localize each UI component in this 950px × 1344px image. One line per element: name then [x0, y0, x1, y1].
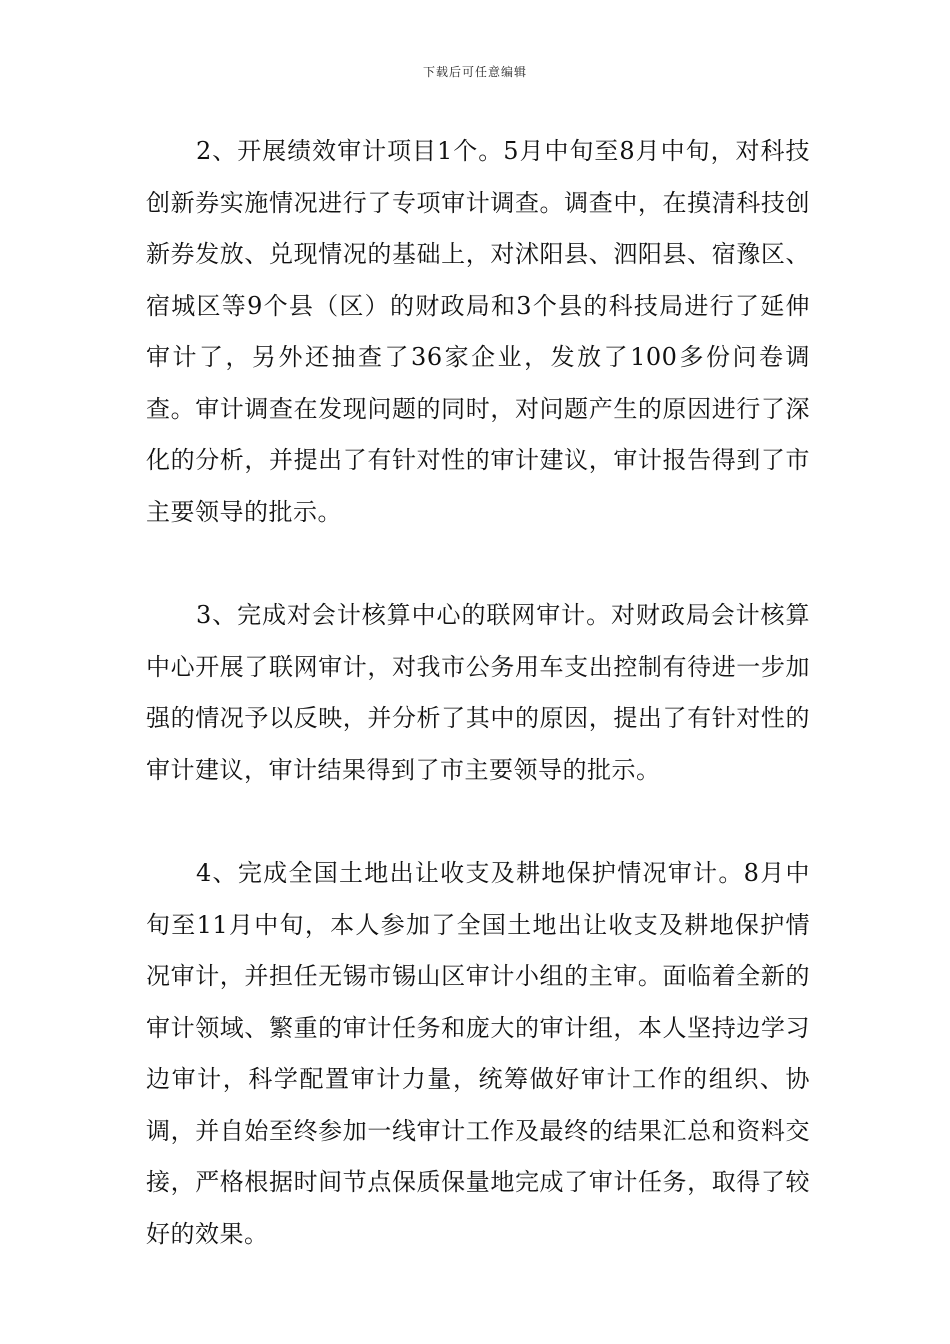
paragraph-item-4: 4、完成全国土地出让收支及耕地保护情况审计。8月中旬至11月中旬，本人参加了全国土地出让收支及耕地保护情况审计，并担任无锡市锡山区审计小组的主审。面临着全新的审计领域、繁重的审计任务和庞大的审计组，本人坚持边学习边审计，科学配置审计力量，统筹做好审计工作的组织、协调，并自始至终参加一线审计工作及最终的结果汇总和资料交接，严格根据时间节点保质保量地完成了审计任务，取得了较好的效果。	[146, 859, 810, 1248]
paragraph-item-3: 3、完成对会计核算中心的联网审计。对财政局会计核算中心开展了联网审计，对我市公务用车支出控制有待进一步加强的情况予以反映，并分析了其中的原因，提出了有针对性的审计建议，审计结果得到了市主要领导的批示。	[146, 601, 810, 784]
document-body	[146, 126, 810, 1260]
paragraph-item-2: 2、开展绩效审计项目1个。5月中旬至8月中旬，对科技创新券实施情况进行了专项审计调查。调查中，在摸清科技创新券发放、兑现情况的基础上，对沭阳县、泗阳县、宿豫区、宿城区等9个县（区）的财政局和3个县的科技局进行了延伸审计了，另外还抽查了36家企业，发放了100多份问卷调查。审计调查在发现问题的同时，对问题产生的原因进行了深化的分析，并提出了有针对性的审计建议，审计报告得到了市主要领导的批示。	[146, 137, 810, 526]
page-header-note: 下载后可任意编辑	[422, 65, 527, 79]
